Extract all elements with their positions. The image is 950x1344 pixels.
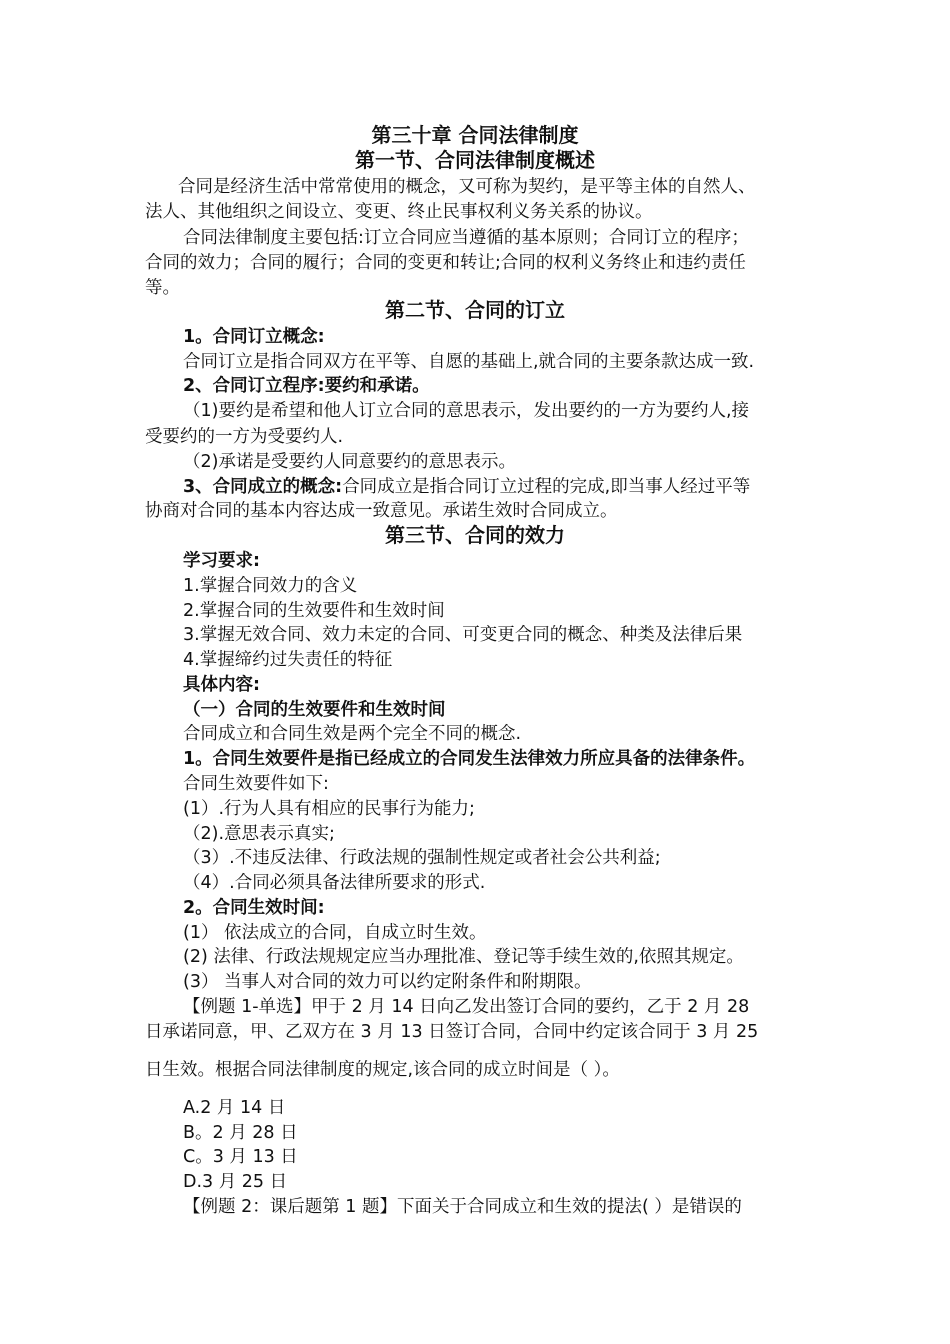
section-3-title: 第三节、合同的效力 [385,523,565,547]
list-item: (1）.行为人具有相应的民事行为能力; [183,799,475,819]
list-item: （2).意思表示真实; [183,824,335,844]
paragraph-line: （2)承诺是受要约人同意要约的意思表示。 [183,452,516,472]
example-line: 日承诺同意，甲、乙双方在 3 月 13 日签订合同，合同中约定该合同于 3 月 25 [145,1022,759,1042]
list-item: 3.掌握无效合同、效力未定的合同、可变更合同的概念、种类及法律后果 [183,625,743,645]
list-item: （4）.合同必须具备法律所要求的形式. [183,873,486,893]
paragraph-line: 合同订立是指合同双方在平等、自愿的基础上,就合同的主要条款达成一致. [183,352,755,372]
list-item: (1） 依法成立的合同，自成立时生效。 [183,923,487,943]
paragraph-line: 合同的效力；合同的履行；合同的变更和转让;合同的权利义务终止和违约责任 [145,253,746,273]
option-b: B。2 月 28 日 [183,1123,298,1143]
heading-formation: 3、合同成立的概念: [183,477,343,497]
heading-content: 具体内容: [183,675,260,695]
list-item: 1.掌握合同效力的含义 [183,576,358,596]
heading-effective-time: 2。合同生效时间: [183,898,325,918]
option-a: A.2 月 14 日 [183,1098,286,1118]
list-item: 2.掌握合同的生效要件和生效时间 [183,601,445,621]
heading-conditions: 1。合同生效要件是指已经成立的合同发生法律效力所应具备的法律条件。 [183,749,756,769]
paragraph-line: 合同生效要件如下: [183,774,329,794]
paragraph-line: 受要约的一方为受要约人. [145,427,344,447]
example-line: 日生效。根据合同法律制度的规定,该合同的成立时间是（ ）。 [145,1060,620,1080]
paragraph-line: 协商对合同的基本内容达成一致意见。承诺生效时合同成立。 [145,501,618,521]
paragraph-line: 法人、其他组织之间设立、变更、终止民事权利义务关系的协议。 [145,202,653,222]
chapter-title: 第三十章 合同法律制度 [371,123,579,147]
example-line: 【例题 1-单选】甲于 2 月 14 日向乙发出签订合同的要约，乙于 2 月 28 [183,997,750,1017]
heading-concept: 1。合同订立概念: [183,327,325,347]
paragraph-line: 合同法律制度主要包括:订立合同应当遵循的基本原则；合同订立的程序； [183,228,749,248]
formation-text: 合同成立是指合同订立过程的完成,即当事人经过平等 [342,477,751,497]
option-d: D.3 月 25 日 [183,1172,288,1192]
paragraph-line: 等。 [145,278,180,298]
paragraph-line: 合同成立和合同生效是两个完全不同的概念. [183,724,522,744]
option-c: C。3 月 13 日 [183,1147,298,1167]
list-item: 4.掌握缔约过失责任的特征 [183,650,393,670]
example-line: 【例题 2：课后题第 1 题】下面关于合同成立和生效的提法( ）是错误的 [183,1197,742,1217]
list-item: （3）.不违反法律、行政法规的强制性规定或者社会公共利益; [183,848,661,868]
paragraph-line: 合同是经济生活中常常使用的概念，又可称为契约，是平等主体的自然人、 [178,177,756,197]
paragraph-line [183,475,750,499]
heading-requirements: 学习要求: [183,551,260,571]
heading-subsection: （一）合同的生效要件和生效时间 [183,700,446,720]
section-2-title: 第二节、合同的订立 [385,298,565,322]
list-item: (3） 当事人对合同的效力可以约定附条件和附期限。 [183,972,592,992]
paragraph-line: （1)要约是希望和他人订立合同的意思表示，发出要约的一方为要约人,接 [183,401,750,421]
heading-procedure: 2、合同订立程序:要约和承诺。 [183,376,430,396]
section-1-title: 第一节、合同法律制度概述 [355,148,595,172]
list-item: (2) 法律、行政法规规定应当办理批准、登记等手续生效的,依照其规定。 [183,947,744,967]
